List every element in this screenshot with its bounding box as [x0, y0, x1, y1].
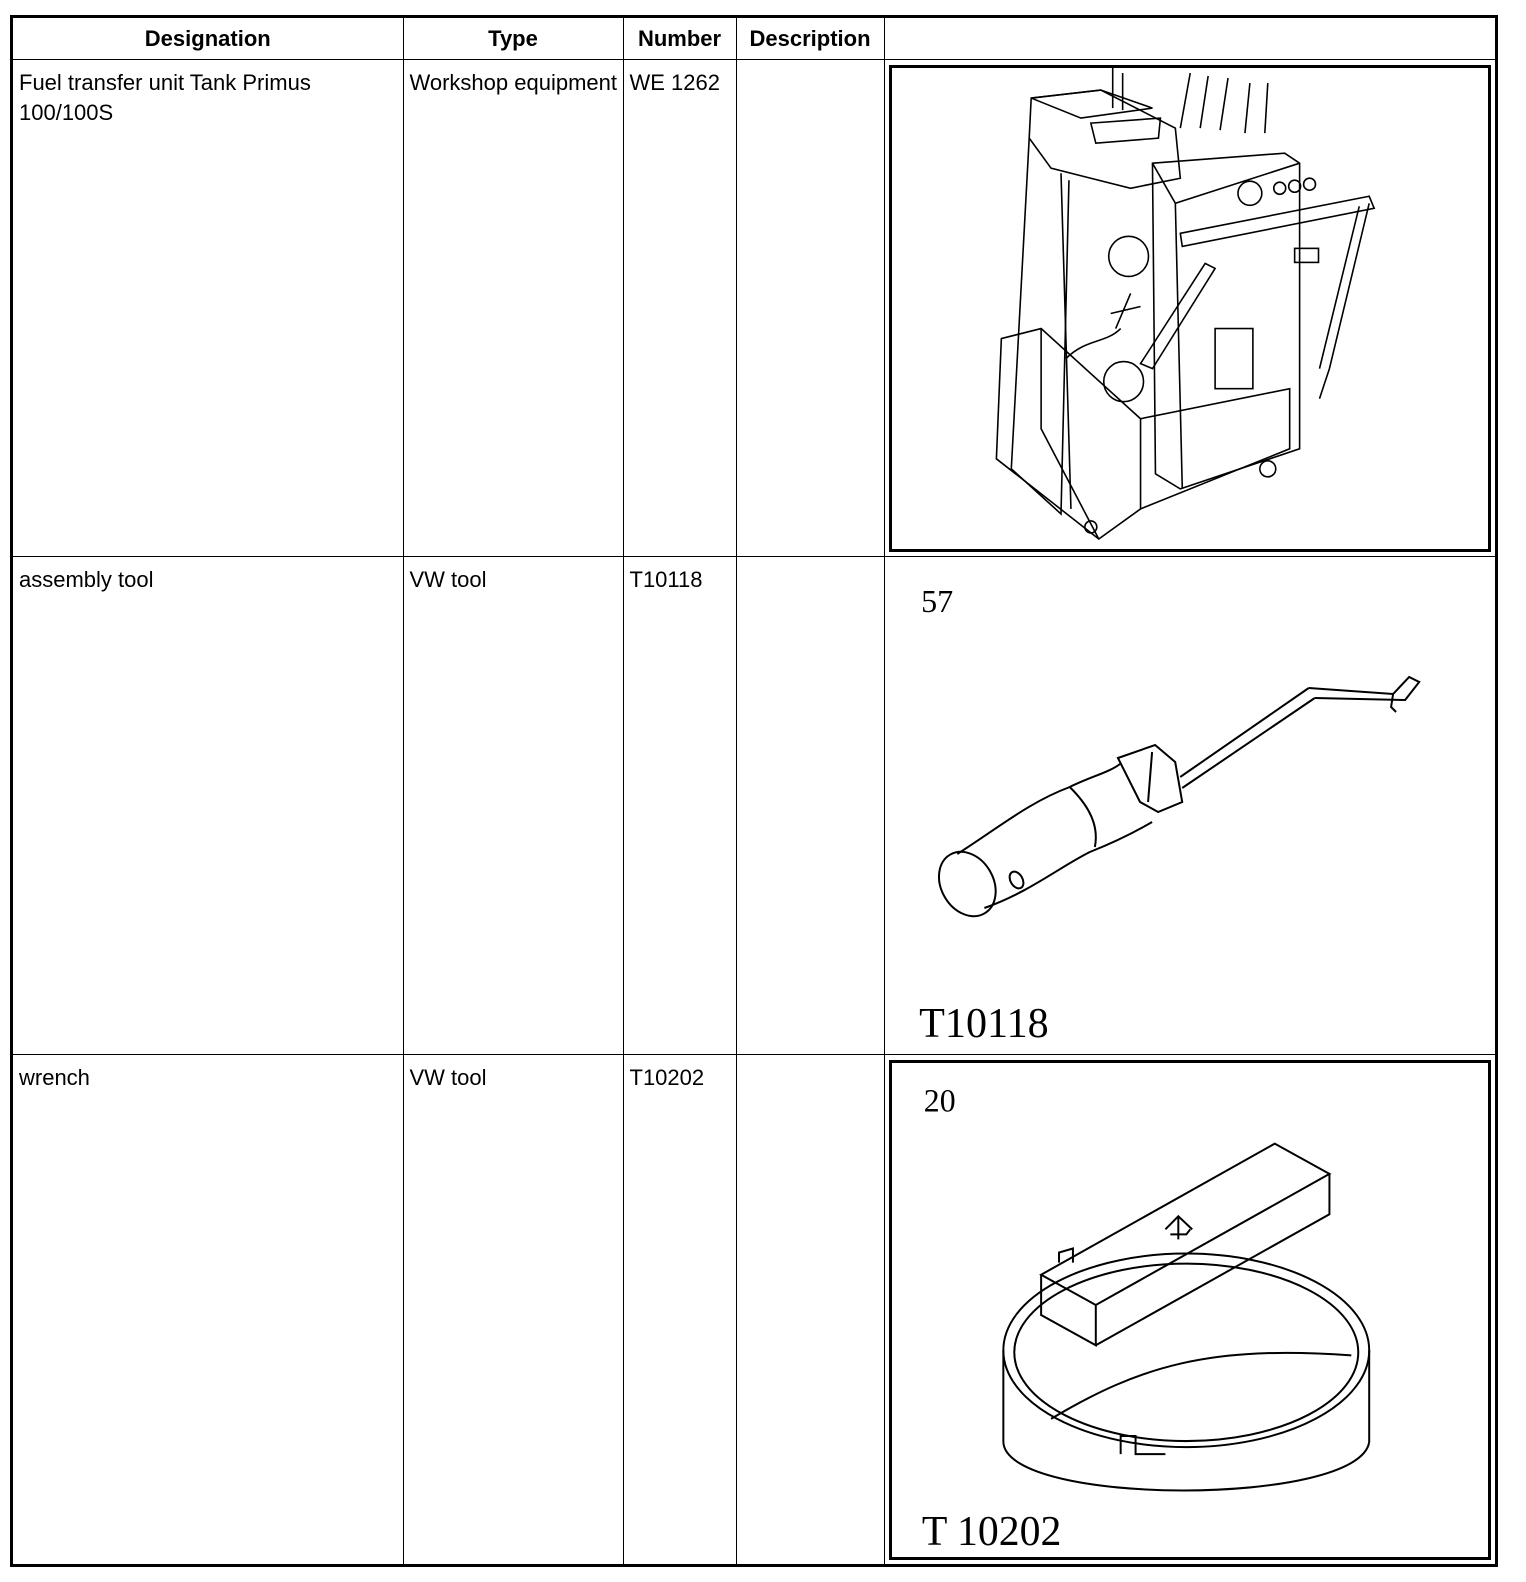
assembly-tool-drawing [889, 562, 1492, 1050]
corner-number: 57 [920, 583, 953, 619]
fuel-transfer-unit-drawing [892, 68, 1489, 549]
header-row [13, 18, 1495, 60]
table-row [13, 557, 1495, 1055]
image-cell [884, 60, 1495, 557]
image-frame [889, 65, 1492, 552]
table-row [13, 60, 1495, 557]
number-cell: WE 1262 [623, 60, 736, 557]
type-cell: VW tool [403, 1055, 623, 1565]
image-cell [884, 1055, 1495, 1565]
designation-cell: Fuel transfer unit Tank Primus 100/100S [13, 60, 403, 557]
description-cell [736, 60, 884, 557]
image-frame [889, 1060, 1492, 1560]
tool-caption: T 10202 [921, 1508, 1061, 1555]
tools-grid [13, 18, 1495, 1564]
wrench-drawing [892, 1063, 1489, 1557]
designation-cell: assembly tool [13, 557, 403, 1055]
tool-caption: T10118 [918, 1001, 1049, 1047]
table-row [13, 1055, 1495, 1565]
number-cell: T10118 [623, 557, 736, 1055]
image-frame [889, 562, 1492, 1050]
header-designation: Designation [13, 18, 403, 60]
corner-number: 20 [923, 1082, 956, 1119]
header-description: Description [736, 18, 884, 60]
special-tools-table [10, 15, 1498, 1567]
header-image [884, 18, 1495, 60]
description-cell [736, 1055, 884, 1565]
type-cell: Workshop equipment [403, 60, 623, 557]
header-type: Type [403, 18, 623, 60]
type-cell: VW tool [403, 557, 623, 1055]
image-cell [884, 557, 1495, 1055]
designation-cell: wrench [13, 1055, 403, 1565]
description-cell [736, 557, 884, 1055]
header-number: Number [623, 18, 736, 60]
number-cell: T10202 [623, 1055, 736, 1565]
